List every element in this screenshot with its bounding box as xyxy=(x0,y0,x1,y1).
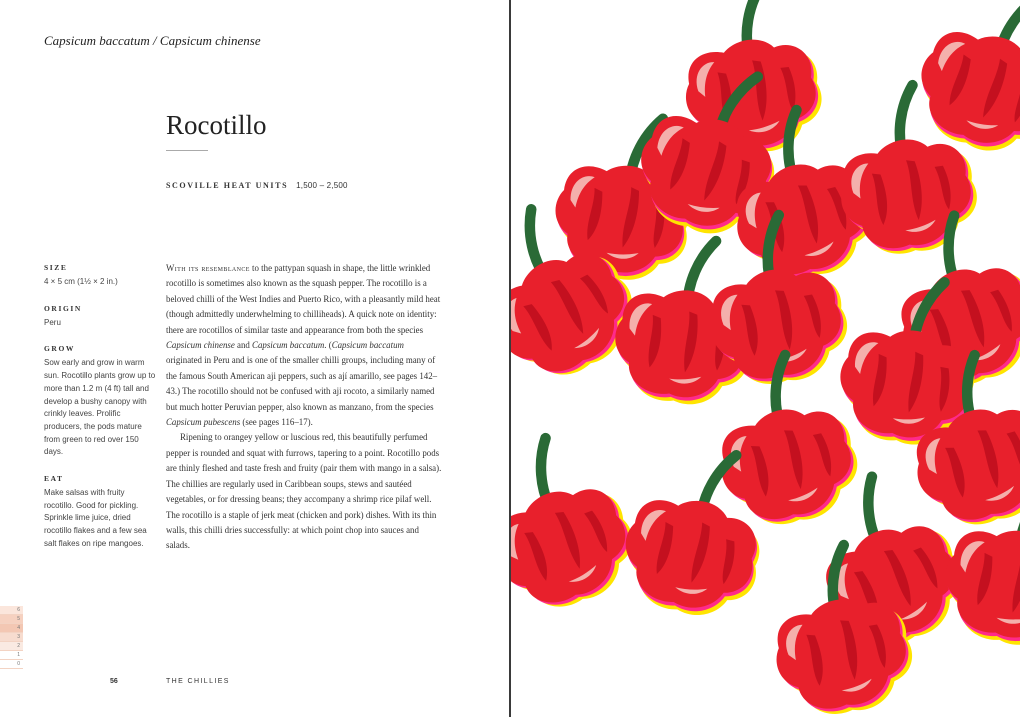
heat-scale-level: 0 xyxy=(0,660,23,669)
grow-heading: GROW xyxy=(44,344,75,354)
p1-text-e: (see pages 116–17). xyxy=(240,417,313,428)
p1-text-c: . ( xyxy=(324,340,332,351)
heat-scale-level: 6 xyxy=(0,606,23,615)
heat-scale-level: 3 xyxy=(0,633,23,642)
lead-in: With its resemblance xyxy=(166,263,250,273)
size-heading: SIZE xyxy=(44,263,68,272)
eat-text: Make salsas with fruity rocotillo. Good for pickling. Sprinkle lime juice, dried rocotillo flakes and a few sea salt flakes on ripe mangoes. xyxy=(44,488,147,548)
paragraph-2: Ripening to orangey yellow or luscious red, this beautifully perfumed pepper is rounded and squat with furrows, tapering to a point. Rocotillo pods are thinly fleshed and taste fresh and fruity (pair them with mango in a salsa). The chillies are regularly used in Caribbean soups, stews and sautéed vegetables, or for dressing beans; they accompany a shrimp rice pilaf well. The rocotillo is a staple of jerk meat (chicken and pork) dishes. With its thin walls, this chilli dries successfully: at which point chop into sauces and salads. xyxy=(166,432,442,551)
species-ref-baccatum-2: Capsicum baccatum xyxy=(331,340,404,351)
page-number: 56 xyxy=(110,678,118,685)
heat-scale-level: 2 xyxy=(0,642,23,651)
species-ref-chinense: Capsicum chinense xyxy=(166,340,235,351)
species-ref-baccatum: Capsicum baccatum xyxy=(252,340,325,351)
grow-text: Sow early and grow in warm sun. Rocotillo plants grow up to more than 1.2 m (4 ft) tall and develop a bushy canopy with crinkly leaves. Prolific producers, the pods mature from green to red over 150 days. xyxy=(44,358,156,457)
running-head: THE CHILLIES xyxy=(166,678,230,685)
heat-scale xyxy=(0,606,23,669)
paragraph-1 xyxy=(166,261,442,430)
heat-scale-level: 5 xyxy=(0,615,23,624)
pepper-illustration xyxy=(511,0,1020,717)
species-name: Capsicum baccatum / Capsicum chinense xyxy=(44,33,261,48)
scoville-value: 1,500 – 2,500 xyxy=(296,181,348,190)
origin-heading: ORIGIN xyxy=(44,303,82,313)
p1-text-d: originated in Peru and is one of the smaller chilli groups, including many of the famous South American aji peppers, such as ají amarillo, see pages 142–43.) The rocotillo should not be confused with aji rocoto, a similarly named but much hotter Peruvian pepper, also known as manzano, from the species xyxy=(166,355,438,412)
heat-scale-level: 1 xyxy=(0,651,23,660)
scoville-heat-units xyxy=(166,181,348,190)
p1-text-b: and xyxy=(234,340,253,351)
page-title: Rocotillo xyxy=(166,110,267,140)
scoville-label: SCOVILLE HEAT UNITS xyxy=(166,181,289,190)
origin-text: Peru xyxy=(44,317,61,327)
pepper-group xyxy=(511,0,1020,717)
size-text: 4 × 5 cm (1½ × 2 in.) xyxy=(44,277,118,286)
species-ref-pubescens: Capsicum pubescens xyxy=(166,417,241,428)
p1-text-a: to the pattypan squash in shape, the little wrinkled rocotillo is sometimes also known as the squash pepper. The rocotillo is a beloved chilli of the West Indies and Puerto Rico, with a pleasantly mild heat (though admittedly underwhelming to chilliheads). A quick note on identity: there are rocotillos of similar taste and appearance from both the species xyxy=(166,263,441,335)
fact-sidebar xyxy=(44,263,156,551)
eat-heading: EAT xyxy=(44,474,64,484)
rocotillo-pepper xyxy=(511,422,648,624)
body-text xyxy=(166,261,442,554)
heat-scale-level: 4 xyxy=(0,624,23,633)
right-page xyxy=(511,0,1020,717)
title-rule xyxy=(166,150,208,151)
